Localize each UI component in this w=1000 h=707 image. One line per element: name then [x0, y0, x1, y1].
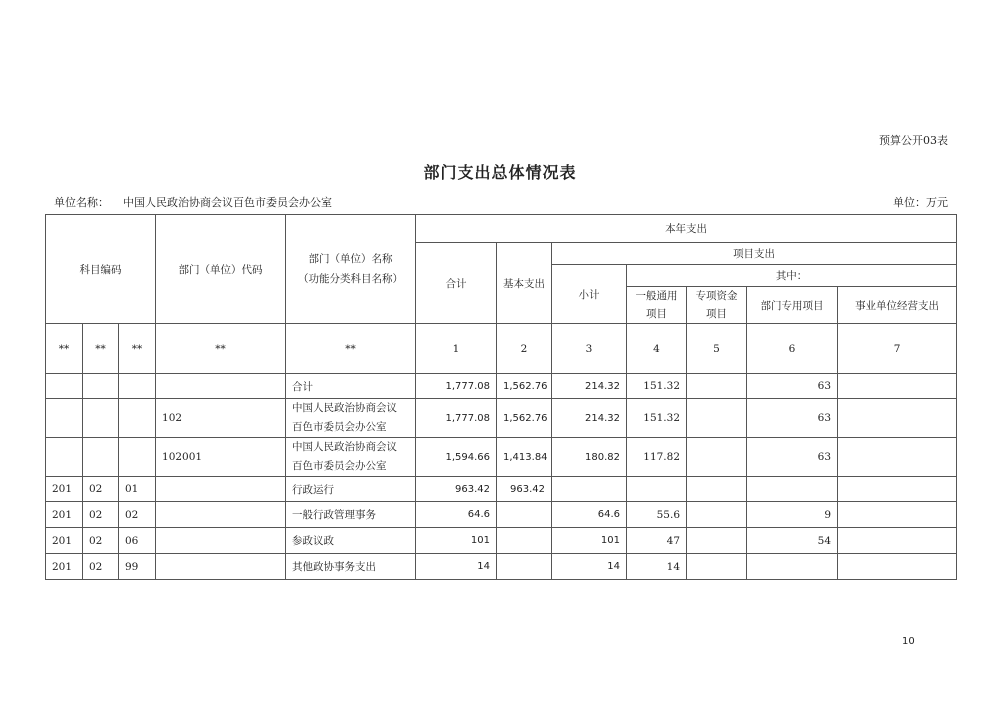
total-value: 101 [416, 528, 497, 554]
basic-value: 1,413.84 [497, 438, 552, 477]
business-value [838, 554, 957, 580]
special-value [687, 554, 747, 580]
subtotal-value: 214.32 [552, 374, 627, 399]
section-code [83, 374, 119, 399]
index-cell: 1 [416, 324, 497, 374]
index-cell: ** [83, 324, 119, 374]
business-value [838, 477, 957, 502]
dept-name: 合计 [286, 374, 416, 399]
general-value [627, 477, 687, 502]
section-code: 02 [83, 477, 119, 502]
table-row [46, 399, 957, 438]
special-value [687, 502, 747, 528]
header-dept-code: 部门（单位）代码 [156, 215, 286, 324]
item-code: 99 [119, 554, 156, 580]
special-value [687, 438, 747, 477]
dept-name-line2: 百色市委员会办公室 [292, 421, 387, 433]
class-code: 201 [46, 554, 83, 580]
dept-special-value: 63 [747, 399, 838, 438]
header-special-fund-line1: 专项资金 [695, 290, 738, 302]
class-code: 201 [46, 528, 83, 554]
page-title: 部门支出总体情况表 [423, 163, 577, 182]
table-row [46, 502, 957, 528]
dept-code [156, 528, 286, 554]
dept-special-value [747, 554, 838, 580]
general-value: 14 [627, 554, 687, 580]
business-value [838, 528, 957, 554]
header-current-year-expense: 本年支出 [416, 215, 957, 243]
index-row [46, 324, 957, 374]
general-value: 47 [627, 528, 687, 554]
header-of-which: 其中： [627, 265, 957, 287]
index-cell: 5 [687, 324, 747, 374]
header-dept-name [286, 215, 416, 324]
page-number: 10 [902, 636, 915, 647]
dept-name: 其他政协事务支出 [286, 554, 416, 580]
dept-code: 102001 [156, 438, 286, 477]
dept-special-value: 63 [747, 438, 838, 477]
dept-code [156, 502, 286, 528]
unit-name-label: 单位名称： [54, 196, 109, 209]
special-value [687, 477, 747, 502]
general-value: 151.32 [627, 399, 687, 438]
table-row [46, 374, 957, 399]
table-row [46, 438, 957, 477]
special-value [687, 528, 747, 554]
class-code: 201 [46, 502, 83, 528]
dept-name [286, 438, 416, 477]
dept-name: 参政议政 [286, 528, 416, 554]
item-code: 01 [119, 477, 156, 502]
index-cell: ** [156, 324, 286, 374]
total-value: 1,777.08 [416, 374, 497, 399]
dept-name-line1: 中国人民政治协商会议 [292, 402, 398, 414]
business-value [838, 374, 957, 399]
item-code [119, 438, 156, 477]
unit-name [54, 194, 346, 210]
header-special-fund [687, 287, 747, 324]
dept-special-value: 9 [747, 502, 838, 528]
basic-value [497, 502, 552, 528]
dept-code [156, 477, 286, 502]
header-dept-name-line2: （功能分类科目名称） [298, 273, 404, 285]
header-dept-special-project: 部门专用项目 [747, 287, 838, 324]
dept-name: 一般行政管理事务 [286, 502, 416, 528]
basic-value: 1,562.76 [497, 374, 552, 399]
subtotal-value: 180.82 [552, 438, 627, 477]
subtotal-value: 101 [552, 528, 627, 554]
subtotal-value: 214.32 [552, 399, 627, 438]
section-code: 02 [83, 528, 119, 554]
dept-special-value [747, 477, 838, 502]
section-code: 02 [83, 554, 119, 580]
general-value: 151.32 [627, 374, 687, 399]
expense-table [45, 214, 957, 580]
class-code [46, 438, 83, 477]
section-code [83, 438, 119, 477]
currency-unit: 单位：万元 [893, 196, 948, 209]
section-code: 02 [83, 502, 119, 528]
header-general-project-line1: 一般通用 [635, 290, 678, 302]
header-project-expense: 项目支出 [552, 243, 957, 265]
index-cell: ** [286, 324, 416, 374]
dept-name-line1: 中国人民政治协商会议 [292, 441, 398, 453]
header-subject-code: 科目编码 [46, 215, 156, 324]
dept-name: 行政运行 [286, 477, 416, 502]
class-code: 201 [46, 477, 83, 502]
dept-code [156, 554, 286, 580]
subtotal-value: 14 [552, 554, 627, 580]
header-row-1 [46, 215, 957, 243]
business-value [838, 502, 957, 528]
basic-value: 963.42 [497, 477, 552, 502]
index-cell: ** [119, 324, 156, 374]
special-value [687, 399, 747, 438]
table-row [46, 528, 957, 554]
total-value: 1,777.08 [416, 399, 497, 438]
form-number: 预算公开03表 [879, 134, 948, 147]
header-basic-expense: 基本支出 [497, 243, 552, 324]
item-code: 06 [119, 528, 156, 554]
index-cell: 4 [627, 324, 687, 374]
basic-value: 1,562.76 [497, 399, 552, 438]
general-value: 117.82 [627, 438, 687, 477]
business-value [838, 399, 957, 438]
item-code [119, 399, 156, 438]
section-code [83, 399, 119, 438]
class-code [46, 374, 83, 399]
index-cell: 6 [747, 324, 838, 374]
index-cell: ** [46, 324, 83, 374]
general-value: 55.6 [627, 502, 687, 528]
index-cell: 2 [497, 324, 552, 374]
table-row [46, 477, 957, 502]
item-code: 02 [119, 502, 156, 528]
header-general-project [627, 287, 687, 324]
header-general-project-line2: 项目 [646, 308, 668, 320]
index-cell: 3 [552, 324, 627, 374]
dept-name [286, 399, 416, 438]
total-value: 963.42 [416, 477, 497, 502]
header-dept-name-line1: 部门（单位）名称 [308, 253, 393, 265]
dept-name-line2: 百色市委员会办公室 [292, 460, 387, 472]
total-value: 14 [416, 554, 497, 580]
item-code [119, 374, 156, 399]
dept-special-value: 63 [747, 374, 838, 399]
header-total: 合计 [416, 243, 497, 324]
business-value [838, 438, 957, 477]
basic-value [497, 554, 552, 580]
dept-code: 102 [156, 399, 286, 438]
header-special-fund-line2: 项目 [706, 308, 728, 320]
total-value: 1,594.66 [416, 438, 497, 477]
header-subtotal: 小计 [552, 265, 627, 324]
dept-code [156, 374, 286, 399]
class-code [46, 399, 83, 438]
table-row [46, 554, 957, 580]
basic-value [497, 528, 552, 554]
index-cell: 7 [838, 324, 957, 374]
special-value [687, 374, 747, 399]
unit-name-value: 中国人民政治协商会议百色市委员会办公室 [123, 196, 332, 209]
header-business-operation: 事业单位经营支出 [838, 287, 957, 324]
subtotal-value [552, 477, 627, 502]
dept-special-value: 54 [747, 528, 838, 554]
total-value: 64.6 [416, 502, 497, 528]
subtotal-value: 64.6 [552, 502, 627, 528]
